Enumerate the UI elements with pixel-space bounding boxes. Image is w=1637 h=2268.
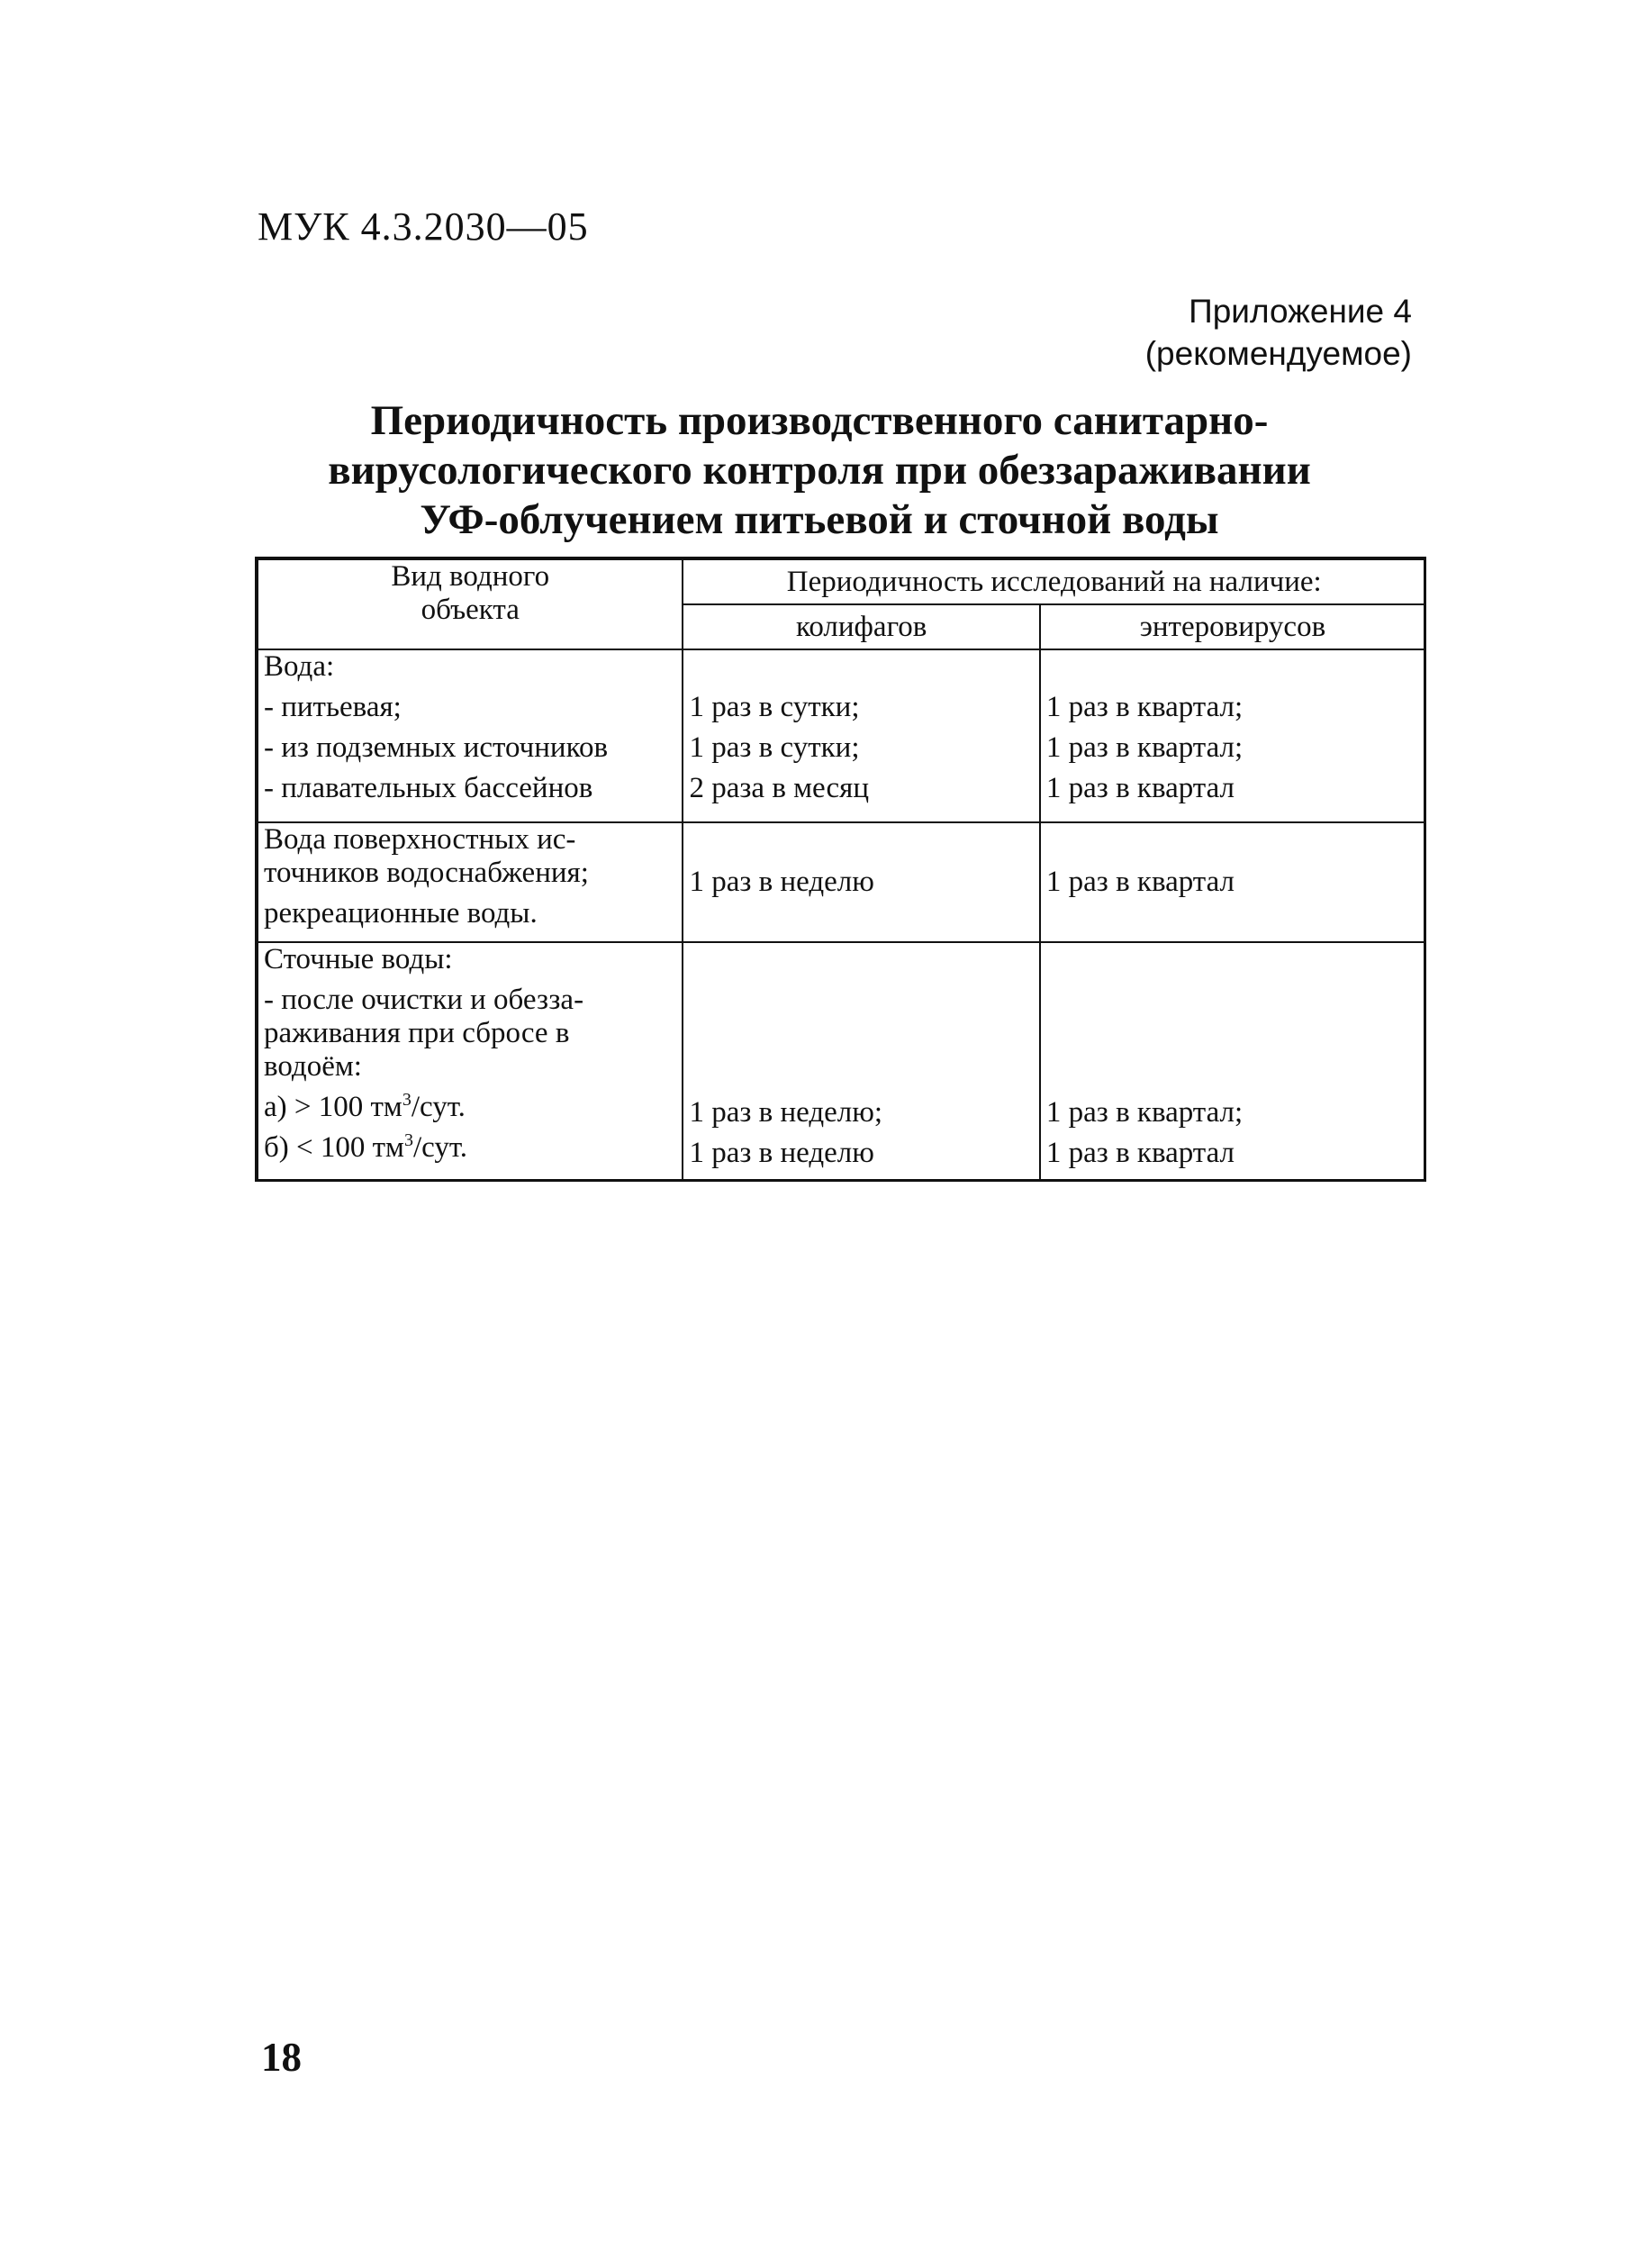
header-coliphages: колифагов — [683, 604, 1039, 649]
table-row-wastewater — [258, 942, 1425, 1180]
title-line-3: УФ-облучением питьевой и сточной воды — [420, 496, 1219, 543]
cell-enteroviruses-surface: 1 раз в квартал — [1040, 822, 1425, 942]
cell-enteroviruses-water: 1 раз в квартал; 1 раз в квартал; 1 раз в квартал — [1040, 649, 1425, 822]
periodicity-table — [257, 558, 1426, 1181]
header-group: Периодичность исследований на наличие: — [683, 559, 1425, 604]
header-water-object: Вид водного объекта — [258, 559, 683, 649]
document-code: МУК 4.3.2030—05 — [258, 204, 589, 249]
cell-wastewater-name: Сточные воды: - после очистки и обезза- раживания при сбросе в водоём: а) > 100 $тм^3$/сут. б) < 100 $тм^3$/сут. — [258, 942, 683, 1180]
appendix-note: (рекомендуемое) — [1144, 335, 1412, 372]
table-row-surface-water — [258, 822, 1425, 942]
title-line-1: Периодичность производственного санитарно- — [370, 397, 1269, 444]
appendix-label: Приложение 4 — [1189, 293, 1412, 330]
page-number: 18 — [261, 2035, 302, 2080]
cell-enteroviruses-wastewater: 1 раз в квартал; 1 раз в квартал — [1040, 942, 1425, 1180]
cell-coliphages-surface: 1 раз в неделю — [683, 822, 1039, 942]
row-a-label: а) > 100 $тм^3$/сут. — [264, 1090, 466, 1123]
cell-coliphages-wastewater: 1 раз в неделю; 1 раз в неделю — [683, 942, 1039, 1180]
row-b-label: б) < 100 $тм^3$/сут. — [264, 1130, 468, 1164]
appendix-label-block — [1145, 290, 1412, 375]
header-row-1 — [258, 559, 1425, 604]
header-enteroviruses: энтеровирусов — [1040, 604, 1425, 649]
cell-coliphages-water: 1 раз в сутки; 1 раз в сутки; 2 раза в месяц — [683, 649, 1039, 822]
cell-surface-water-name: Вода поверхностных ис- точников водоснабжения; рекреационные воды. — [258, 822, 683, 942]
table-row-drinking-water — [258, 649, 1425, 822]
cell-water-types: Вода: - питьевая; - из подземных источников - плавательных бассейнов — [258, 649, 683, 822]
title-line-2: вирусологического контроля при обеззараживании — [328, 447, 1311, 494]
table-title — [297, 396, 1342, 545]
